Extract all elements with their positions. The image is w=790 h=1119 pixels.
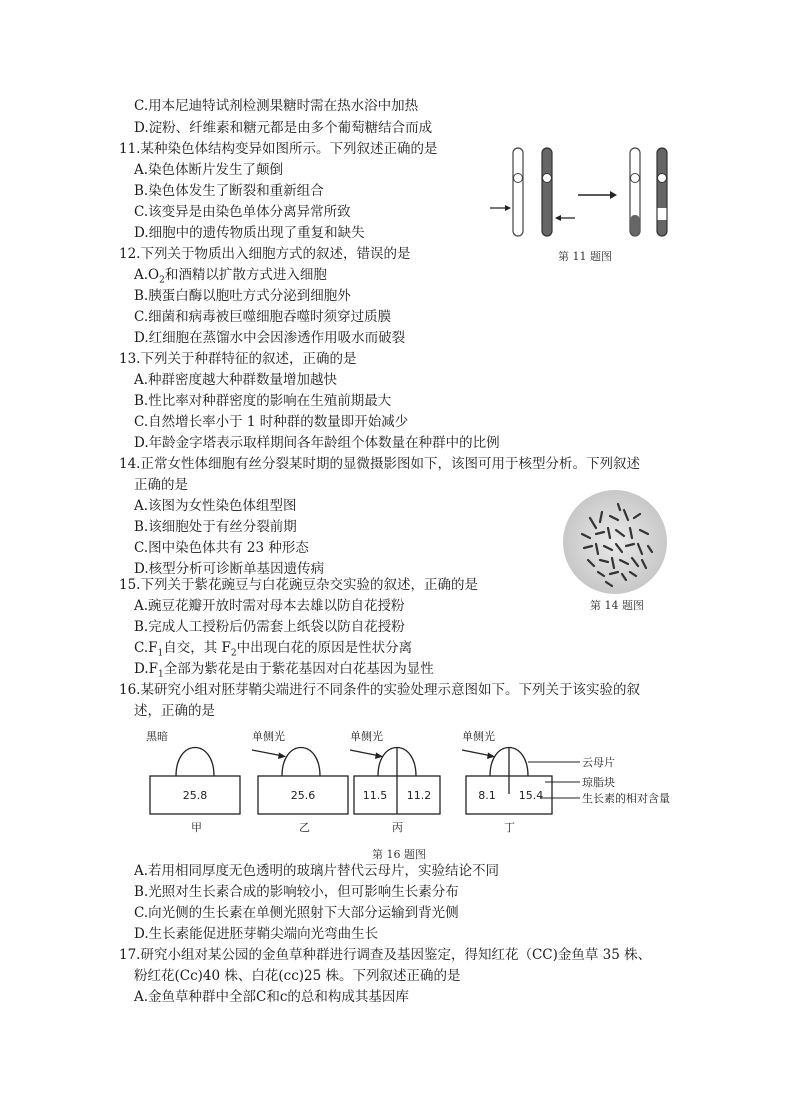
q13-option-b: B.性比率对种群密度的影响在生殖前期最大	[134, 393, 392, 409]
q11-stem: 11.某种染色体结构变异如图所示。下列叙述正确的是	[119, 141, 438, 157]
yi-label: 乙	[299, 821, 310, 834]
q15-option-a: A.豌豆花瓣开放时需对母本去雄以防自花授粉	[134, 598, 405, 614]
q12-option-c: C.细菌和病毒被巨噬细胞吞噬时须穿过质膜	[134, 309, 392, 325]
q15-option-d: $D.F_1$全部为紫花是由于紫花基因对白花基因为显性	[134, 661, 434, 680]
jia-label: 甲	[191, 821, 202, 834]
q16-option-c: C.向光侧的生长素在单侧光照射下大部分运输到背光侧	[134, 905, 459, 921]
q11-option-b: B.染色体发生了断裂和重新组合	[134, 183, 324, 199]
q11-option-a: A.染色体断片发生了颠倒	[134, 162, 284, 178]
q16-option-d: D.生长素能促进胚芽鞘尖端向光弯曲生长	[134, 926, 379, 942]
q13-option-a: A.种群密度越大种群数量增加越快	[134, 372, 338, 388]
q13-option-d: D.年龄金字塔表示取样期间各年龄组个体数量在种群中的比例	[134, 435, 500, 451]
chromosome-result-1	[630, 148, 640, 236]
bing-condition: 单侧光	[350, 730, 383, 743]
q12-option-d: D.红细胞在蒸馏水中会因渗透作用吸水而破裂	[134, 330, 406, 346]
jia-condition: 黑暗	[146, 730, 168, 743]
ding-condition: 单侧光	[462, 730, 495, 743]
setup-yi	[252, 729, 348, 834]
q11-caption: 第 11 题图	[558, 250, 612, 263]
setup-bing	[350, 729, 440, 834]
q17-stem: 17.研究小组对某公园的金鱼草种群进行调查及基因鉴定，得知红花（CC)金鱼草 35 株、	[119, 947, 652, 963]
q16-option-a: A.若用相同厚度无色透明的玻璃片替代云母片，实验结论不同	[134, 863, 500, 879]
q16-caption: 第 16 题图	[372, 848, 426, 861]
q15-option-b: B.完成人工授粉后仍需套上纸袋以防自花授粉	[134, 619, 405, 635]
q14-stem-cont: 正确的是	[134, 477, 188, 493]
q13-option-c: C.自然增长率小于 1 时种群的数量即开始减少	[134, 414, 409, 430]
chromosome-normal	[513, 148, 523, 236]
q14-caption: 第 14 题图	[590, 599, 644, 612]
q11-chromosome-figure	[480, 140, 680, 250]
yi-auxin-value: 25.6	[290, 789, 316, 802]
q14-stem: 14.正常女性体细胞有丝分裂某时期的显微摄影图如下，该图可用于核型分析。下列叙述	[119, 456, 640, 472]
q14-option-c: C.图中染色体共有 23 种形态	[134, 540, 309, 556]
q15-stem: 15.下列关于紫花豌豆与白花豌豆杂交实验的叙述，正确的是	[119, 577, 478, 593]
q16-stem-cont: 述，正确的是	[134, 703, 215, 719]
q15-option-c: $C.F_1$自交，其 $F_2$中出现白花的原因是性状分离	[134, 640, 413, 659]
q14-option-d: D.核型分析可诊断单基因遗传病	[134, 561, 325, 577]
setup-ding	[462, 729, 670, 834]
option-c: C.用本尼迪特试剂检测果糖时需在热水浴中加热	[134, 98, 419, 114]
q16-coleoptile-figure	[140, 728, 680, 846]
q14-option-b: B.该细胞处于有丝分裂前期	[134, 519, 297, 535]
chromosome-dark	[542, 148, 552, 236]
chromosome-result-2	[657, 148, 667, 236]
legend-auxin: 生长素的相对含量	[582, 792, 670, 805]
q17-stem-cont: 粉红花(Cc)40 株、白花(cc)25 株。下列叙述正确的是	[134, 968, 461, 984]
q11-option-d: D.细胞中的遗传物质出现了重复和缺失	[134, 225, 365, 241]
q14-option-a: A.该图为女性染色体组型图	[134, 498, 297, 514]
jia-auxin-value: 25.8	[182, 789, 208, 802]
q17-option-a: A.金鱼草种群中全部C和c的总和构成其基因库	[134, 989, 409, 1005]
q16-option-b: B.光照对生长素合成的影响较小，但可影响生长素分布	[134, 884, 459, 900]
legend-agar: 琼脂块	[582, 776, 615, 789]
bing-left-value: 11.5	[362, 789, 388, 802]
bing-label: 丙	[392, 821, 403, 834]
q12-option-b: B.胰蛋白酶以胞吐方式分泌到细胞外	[134, 288, 351, 304]
option-d: D.淀粉、纤维素和糖元都是由多个葡萄糖结合而成	[134, 120, 433, 136]
setup-jia	[146, 729, 240, 834]
q13-stem: 13.下列关于种群特征的叙述，正确的是	[119, 351, 357, 367]
yi-condition: 单侧光	[252, 730, 285, 743]
q12-option-a: $A.O_2$和酒精以扩散方式进入细胞	[134, 267, 327, 286]
ding-left-value: 8.1	[478, 789, 496, 802]
q16-stem: 16.某研究小组对胚芽鞘尖端进行不同条件的实验处理示意图如下。下列关于该实验的叙	[119, 682, 640, 698]
ding-right-value: 15.4	[518, 789, 544, 802]
q12-stem: 12.下列关于物质出入细胞方式的叙述，错误的是	[119, 246, 411, 262]
q11-option-c: C.该变异是由染色单体分离异常所致	[134, 204, 351, 220]
legend-mica: 云母片	[582, 756, 615, 769]
ding-label: 丁	[504, 821, 515, 834]
q14-karyotype-micrograph	[560, 488, 670, 596]
bing-right-value: 11.2	[406, 789, 432, 802]
